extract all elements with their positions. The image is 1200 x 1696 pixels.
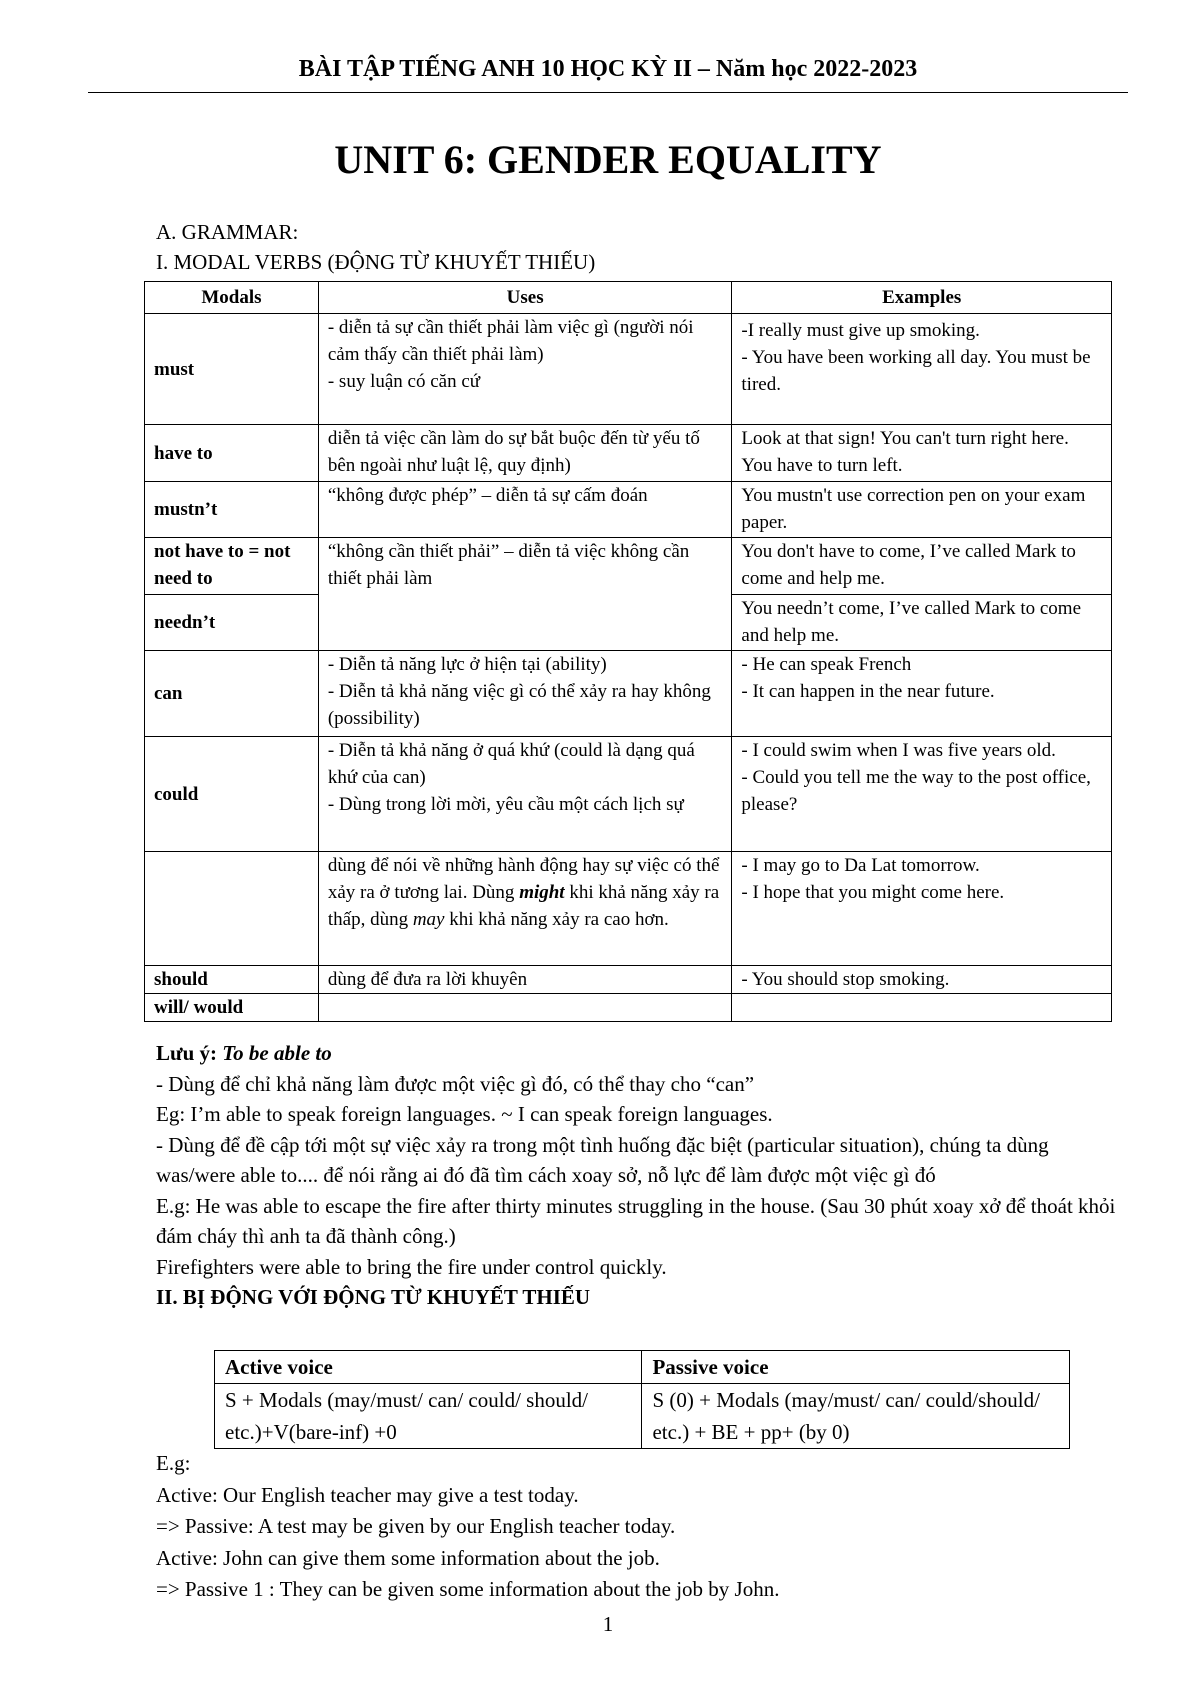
uses-cell: dùng để đưa ra lời khuyên <box>318 966 732 994</box>
examples-cell: You needn’t come, I’ve called Mark to come and help me. <box>732 595 1112 651</box>
column-header: Examples <box>732 282 1112 314</box>
table-row <box>145 651 1112 737</box>
modal-cell: not have to = not need to <box>145 538 319 595</box>
example-line: -I really must give up smoking. <box>741 320 980 341</box>
modal-cell: should <box>145 966 319 994</box>
note-line: - Dùng để đề cập tới một sự việc xảy ra trong một tình huống đặc biệt (particular situation), chúng ta dùng was/were able to.... để nói rằng ai đó đã tìm cách xoay sở, nỗ lực để làm được một việc gì đó <box>156 1132 1049 1187</box>
uses-cell <box>318 651 732 737</box>
note-line: - Dùng để chỉ khả năng làm được một việc gì đó, có thể thay cho “can” <box>156 1071 755 1096</box>
examples-cell: You mustn't use correction pen on your exam paper. <box>732 482 1112 538</box>
examples-cell <box>732 651 1112 737</box>
example-line: - It can happen in the near future. <box>741 681 995 702</box>
example-line: Active: Our English teacher may give a test today. <box>156 1482 579 1507</box>
modal-cell: must <box>145 314 319 425</box>
table-row <box>145 425 1112 482</box>
column-header: Uses <box>318 282 732 314</box>
uses-cell: “không cần thiết phải” – diễn tả việc không cần thiết phải làm <box>318 538 732 651</box>
table-row <box>145 994 1112 1022</box>
example-line: - I hope that you might come here. <box>741 882 1005 903</box>
example-line: E.g: <box>156 1451 191 1475</box>
uses-cell <box>318 994 732 1022</box>
uses-text: khi khả năng xảy ra cao hơn. <box>444 909 669 930</box>
example-line: => Passive: A test may be given by our English teacher today. <box>156 1514 676 1538</box>
note-line: Eg: I’m able to speak foreign languages. ~ I can speak foreign languages. <box>156 1102 773 1126</box>
header-rule <box>88 92 1128 93</box>
uses-cell: diễn tả việc cần làm do sự bắt buộc đến từ yếu tố bên ngoài như luật lệ, quy định) <box>318 425 732 482</box>
uses-cell <box>318 314 732 425</box>
table-row <box>145 737 1112 852</box>
uses-text: dùng để nói về những hành động hay sự việc có thể xảy ra ở tương lai. Dùng <box>327 855 720 903</box>
uses-cell: “không được phép” – diễn tả sự cấm đoán <box>318 482 732 538</box>
example-line: - I may go to Da Lat tomorrow. <box>741 855 980 876</box>
note-phrase: To be able to <box>222 1041 332 1065</box>
modal-cell: needn’t <box>145 595 319 651</box>
column-header: Active voice <box>215 1351 642 1384</box>
modal-cell: mustn’t <box>145 482 319 538</box>
modal-cell: have to <box>145 425 319 482</box>
uses-line: - Diễn tả khả năng việc gì có thể xảy ra hay không (possibility) <box>327 681 711 729</box>
example-line: - Could you tell me the way to the post office, please? <box>741 767 1091 815</box>
uses-cell <box>318 737 732 852</box>
table-header-row <box>145 282 1112 314</box>
note-block <box>156 1038 1126 1313</box>
modal-verbs-table <box>144 281 1112 1022</box>
examples-cell <box>732 737 1112 852</box>
might-term: might <box>519 882 565 903</box>
examples-cell <box>732 314 1112 425</box>
examples-cell <box>732 852 1112 966</box>
example-line: - He can speak French <box>741 654 912 675</box>
table-row <box>145 538 1112 595</box>
examples-cell: - You should stop smoking. <box>732 966 1112 994</box>
examples-cell: Look at that sign! You can't turn right here. You have to turn left. <box>732 425 1112 482</box>
modal-cell: will/ would <box>145 994 319 1022</box>
section-2-heading: II. BỊ ĐỘNG VỚI ĐỘNG TỪ KHUYẾT THIẾU <box>156 1285 591 1309</box>
table-header-row <box>215 1351 1070 1384</box>
uses-line: - suy luận có căn cứ <box>327 371 481 392</box>
passive-voice-table <box>214 1350 1070 1449</box>
example-line: => Passive 1 : They can be given some information about the job by John. <box>156 1577 780 1601</box>
example-line: Active: John can give them some information about the job. <box>156 1545 660 1570</box>
uses-line: - Diễn tả năng lực ở hiện tại (ability) <box>327 654 607 675</box>
example-line: - You have been working all day. You must be tired. <box>741 347 1091 395</box>
uses-line: - Dùng trong lời mời, yêu cầu một cách lịch sự <box>327 794 684 815</box>
table-row <box>215 1384 1070 1449</box>
note-label: Lưu ý: <box>156 1041 218 1065</box>
modal-cell: can <box>145 651 319 737</box>
examples-block <box>156 1448 1126 1606</box>
note-heading <box>156 1038 1126 1069</box>
section-1-heading: I. MODAL VERBS (ĐỘNG TỪ KHUYẾT THIẾU) <box>156 250 596 274</box>
column-header: Passive voice <box>642 1351 1070 1384</box>
modal-cell: could <box>145 737 319 852</box>
note-line: Firefighters were able to bring the fire under control quickly. <box>156 1254 667 1279</box>
active-formula: S + Modals (may/must/ can/ could/ should/ etc.)+V(bare-inf) +0 <box>215 1384 642 1449</box>
example-line: - I could swim when I was five years old. <box>741 740 1056 761</box>
examples-cell <box>732 994 1112 1022</box>
uses-line: - diễn tả sự cần thiết phải làm việc gì (người nói cảm thấy cần thiết phải làm) <box>327 317 694 365</box>
table-row <box>145 852 1112 966</box>
table-row <box>145 966 1112 994</box>
examples-cell: You don't have to come, I’ve called Mark to come and help me. <box>732 538 1112 595</box>
uses-cell <box>318 852 732 966</box>
page-number: 1 <box>602 1612 614 1636</box>
page-title: UNIT 6: GENDER EQUALITY <box>334 137 882 182</box>
may-term: may <box>412 909 445 930</box>
table-row <box>145 314 1112 425</box>
page-header: BÀI TẬP TIẾNG ANH 10 HỌC KỲ II – Năm học 2022-2023 <box>298 56 918 82</box>
uses-line: - Diễn tả khả năng ở quá khứ (could là dạng quá khứ của can) <box>327 740 695 788</box>
modal-cell <box>145 852 319 966</box>
passive-formula: S (0) + Modals (may/must/ can/ could/should/ etc.) + BE + pp+ (by 0) <box>642 1384 1070 1449</box>
table-row <box>145 482 1112 538</box>
note-line: E.g: He was able to escape the fire after thirty minutes struggling in the house. (Sau 30 phút xoay xở để thoát khỏi đám cháy thì anh ta đã thành công.) <box>156 1193 1116 1248</box>
uses-text: khi khả năng xảy ra thấp, dùng <box>327 882 720 930</box>
column-header: Modals <box>145 282 319 314</box>
section-a-heading: A. GRAMMAR: <box>156 220 299 244</box>
